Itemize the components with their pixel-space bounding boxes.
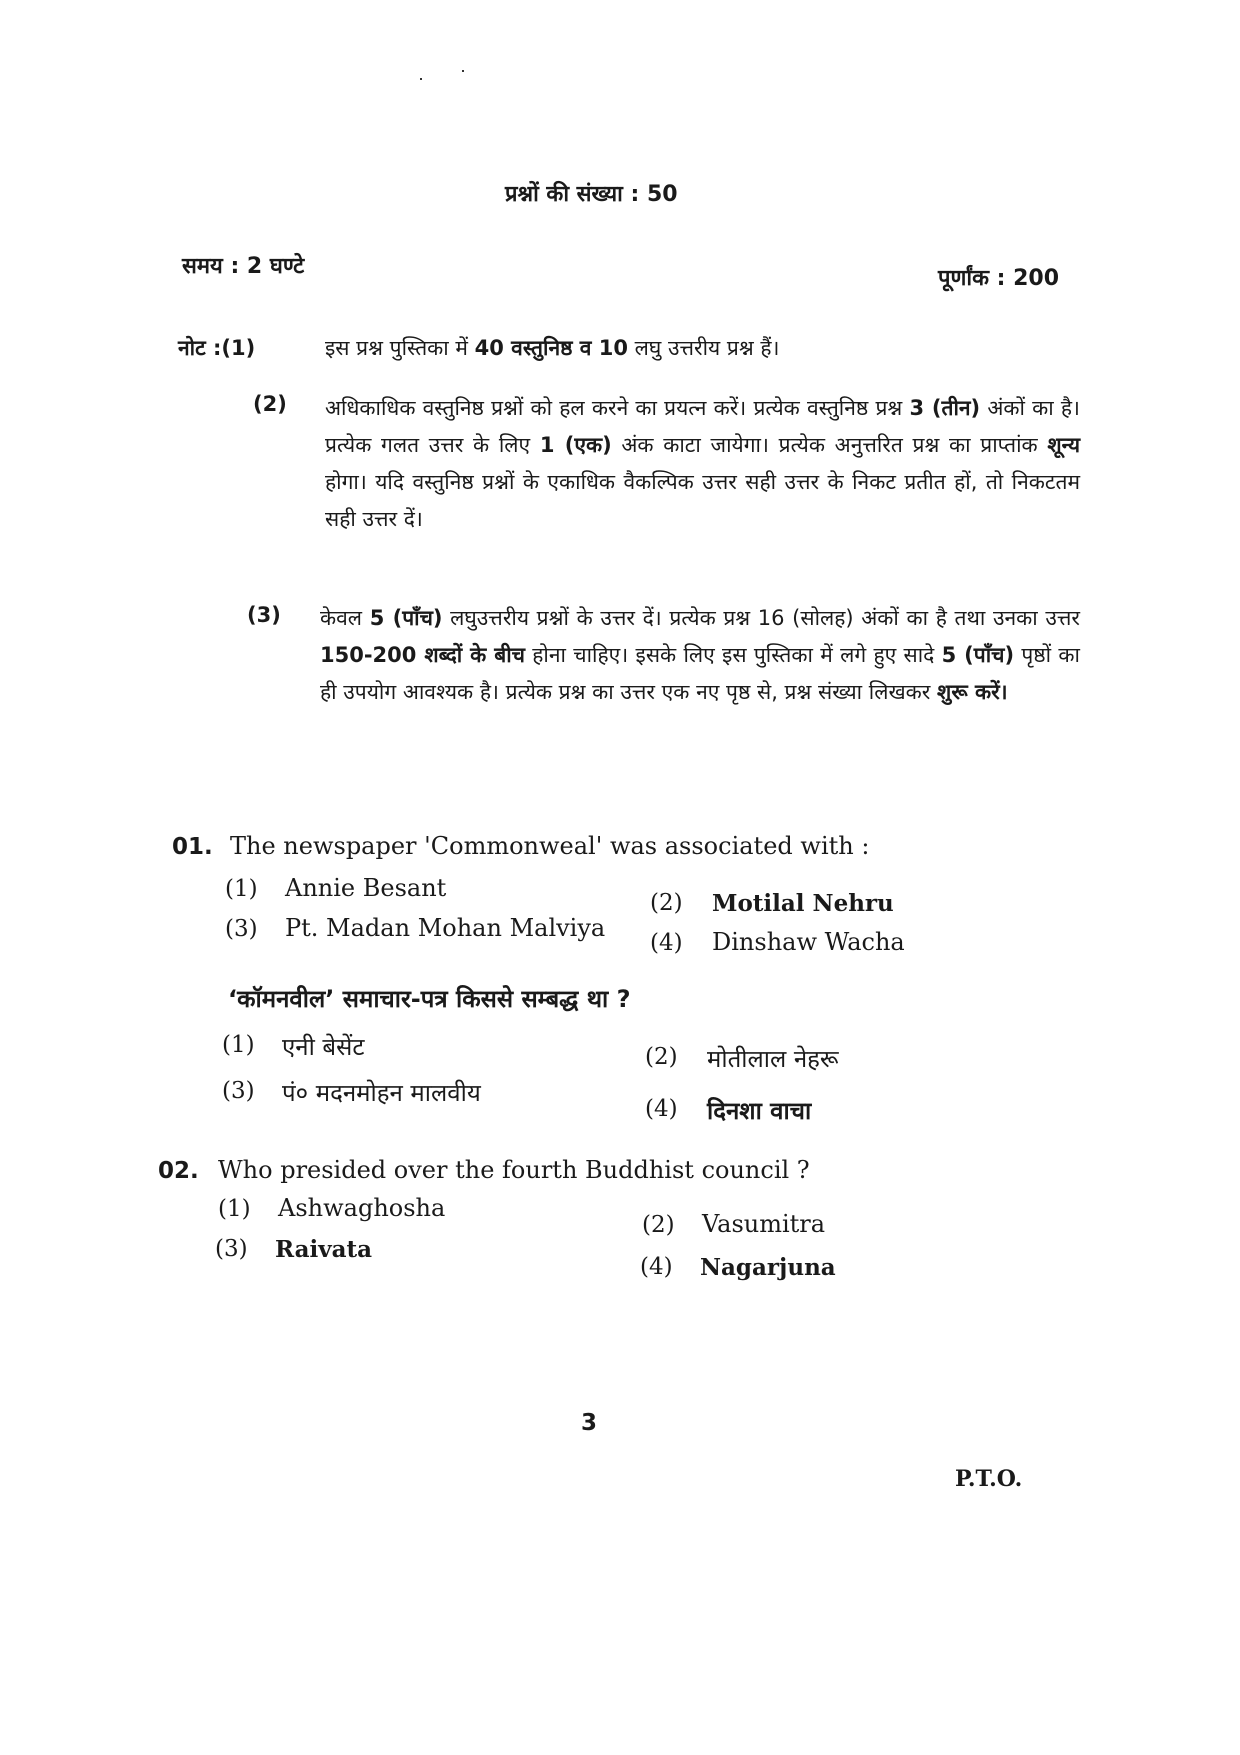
q2-option-2-text: Vasumitra [702,1210,826,1238]
q1-option-1-number: (1) [225,876,258,902]
scan-speck [420,78,422,80]
q1-option-2-number: (2) [650,890,683,916]
question-2-number: 02. [158,1158,199,1184]
q1-hindi-option-4-number: (4) [645,1096,678,1122]
question-1-text-hindi: ‘कॉमनवील’ समाचार-पत्र किससे सम्बद्ध था ? [228,985,631,1013]
q2-option-4-number: (4) [640,1254,673,1280]
note-3-number: (3) [247,603,281,627]
note-label: नोट :(1) [178,336,256,360]
q1-hindi-option-3-text: पं० मदनमोहन मालवीय [282,1079,481,1107]
maximum-marks: पूर्णांक : 200 [938,266,1060,291]
q1-option-4-text: Dinshaw Wacha [712,928,905,956]
time-allowed: समय : 2 घण्टे [182,254,305,279]
q1-option-3-number: (3) [225,916,258,942]
q1-option-4-number: (4) [650,930,683,956]
q2-option-1-text: Ashwaghosha [278,1194,446,1222]
q1-option-2-text: Motilal Nehru [712,890,894,917]
q2-option-2-number: (2) [642,1212,675,1238]
q1-hindi-option-2-number: (2) [645,1044,678,1070]
q2-option-3-text: Raivata [275,1236,373,1263]
q1-hindi-option-4-text: दिनशा वाचा [707,1097,812,1125]
question-1-text-english: The newspaper 'Commonweal' was associated with : [230,832,870,860]
q1-option-3-text: Pt. Madan Mohan Malviya [285,914,606,942]
note-1-text: इस प्रश्न पुस्तिका में 40 वस्तुनिष्ठ व 10 लघु उत्तरीय प्रश्न हैं। [325,336,780,360]
q2-option-4-text: Nagarjuna [700,1254,836,1281]
question-count: प्रश्नों की संख्या : 50 [505,182,678,207]
note-2-number: (2) [253,392,287,416]
note-3-text: केवल 5 (पाँच) लघुउत्तरीय प्रश्नों के उत्तर दें। प्रत्येक प्रश्न 16 (सोलह) अंकों का है तथा उनका उत्तर 150-200 शब्दों के बीच होना चाहिए। इसके लिए इस पुस्तिका में लगे हुए सादे 5 (पाँच) पृष्ठों का ही उपयोग आवश्यक है। प्रत्येक प्रश्न का उत्तर एक नए पृष्ठ से, प्रश्न संख्या लिखकर शुरू करें। [320,606,1080,704]
page-number: 3 [581,1410,598,1436]
q1-option-1-text: Annie Besant [285,874,447,902]
question-1-number: 01. [172,834,213,860]
q1-hindi-option-1-number: (1) [222,1032,255,1058]
q1-hindi-option-1-text: एनी बेसेंट [282,1033,365,1061]
scan-speck [462,70,464,72]
question-2-text-english: Who presided over the fourth Buddhist council ? [218,1156,810,1184]
note-2-text: अधिकाधिक वस्तुनिष्ठ प्रश्नों को हल करने का प्रयत्न करें। प्रत्येक वस्तुनिष्ठ प्रश्न 3 (तीन) अंकों का है। प्रत्येक गलत उत्तर के लिए 1 (एक) अंक काटा जायेगा। प्रत्येक अनुत्तरित प्रश्न का प्राप्तांक शून्य होगा। यदि वस्तुनिष्ठ प्रश्नों के एकाधिक वैकल्पिक उत्तर सही उत्तर के निकट प्रतीत हों, तो निकटतम सही उत्तर दें। [325,396,1081,531]
q2-option-3-number: (3) [215,1236,248,1262]
q1-hindi-option-2-text: मोतीलाल नेहरू [707,1045,839,1073]
q1-hindi-option-3-number: (3) [222,1078,255,1104]
please-turn-over: P.T.O. [955,1466,1023,1492]
q2-option-1-number: (1) [218,1196,251,1222]
